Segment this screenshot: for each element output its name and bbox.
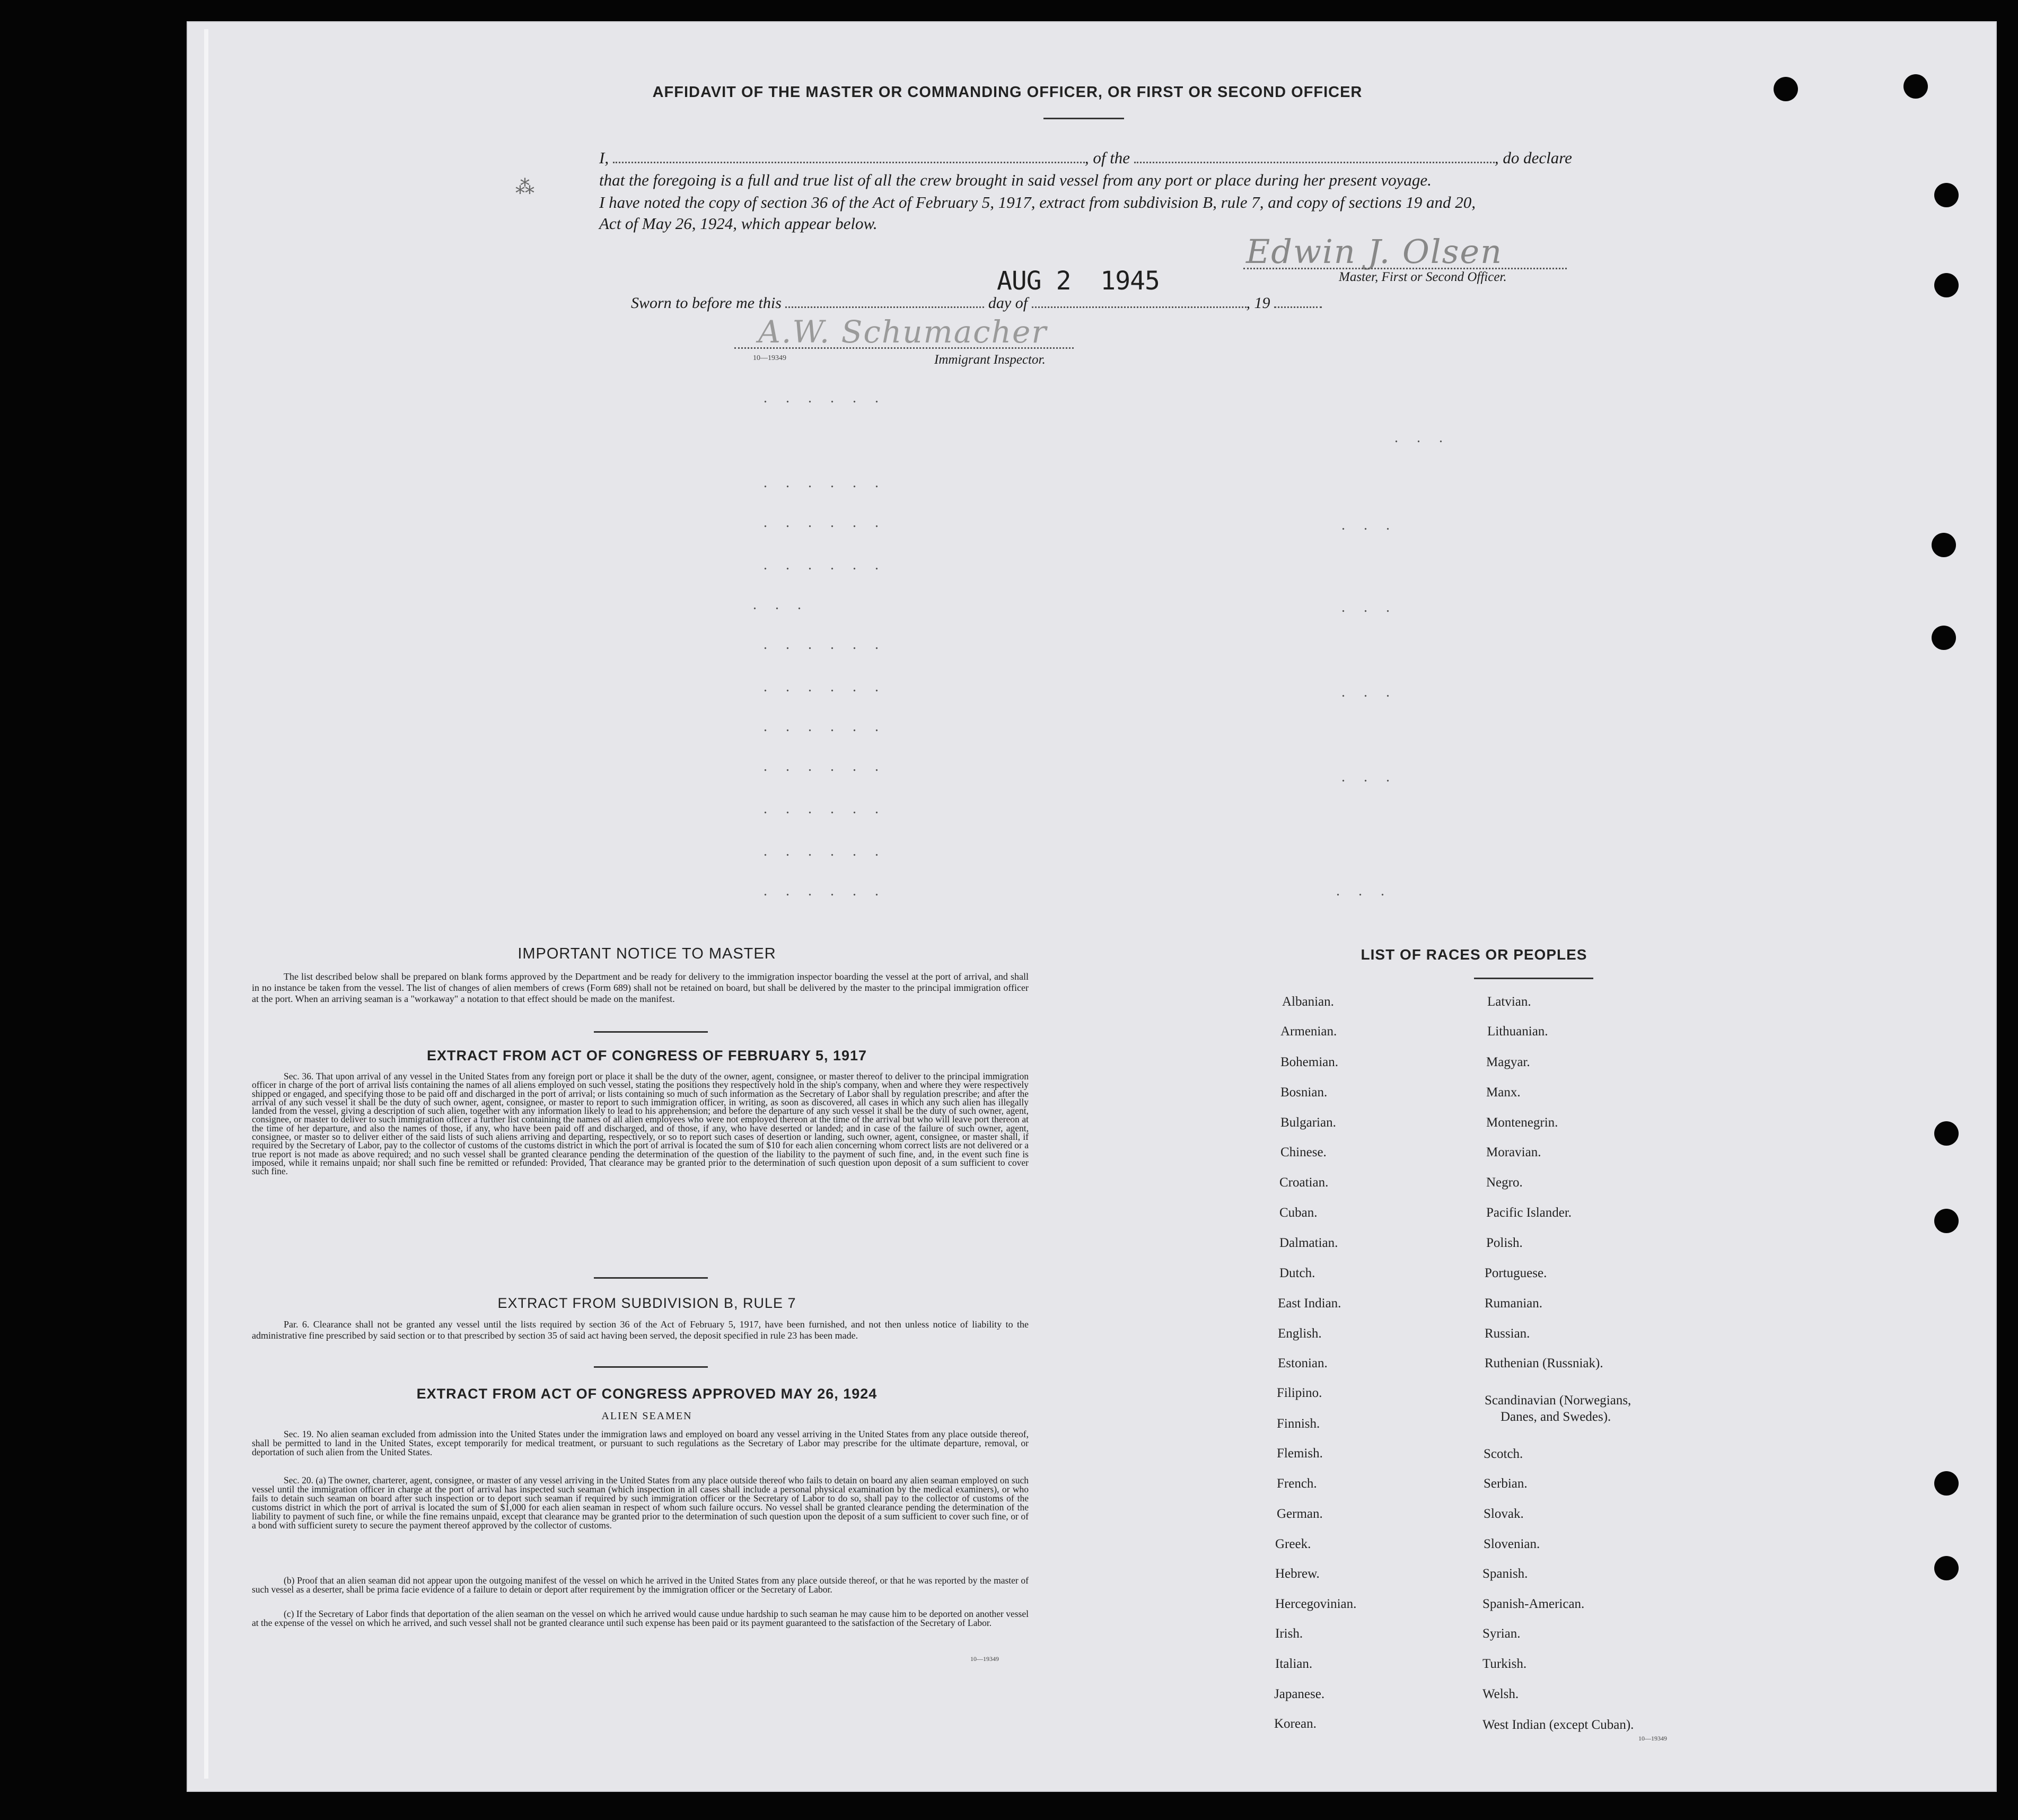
affidavit-title-rule [1043,118,1124,119]
race-item: Moravian. [1486,1145,1541,1159]
notice-body: The list described below shall be prepared on blank forms approved by the Department and be ready for delivery to the immigration inspector boarding the vessel at the port of arrival, and shall in no instance be taken from the vessel. The list of changes of alien members of crews (Form 689) shall not be retained on board, but shall be delivered by the master to the principal immigration officer at the port. When an arriving seaman is a "workaway" a notation to that effect should be made on the manifest. [252,971,1029,1004]
scan-dots: . . . . . . [764,843,886,859]
extract-1924-sec19: Sec. 19. No alien seaman excluded from admission into the United States under the immigration laws and employed on board any vessel arriving in the United States from any place outside thereof, shall be permitted to land in the United States, except temporarily for medical treatment, or pursuant to such regulations as the Secretary of Labor may prescribe for the ultimate departure, removal, or deportation of such alien from the United States. [252,1429,1029,1457]
binder-hole [1932,533,1956,557]
race-item: Negro. [1486,1175,1523,1190]
affidavit-of-the: , of the [1084,148,1130,167]
race-item: Croatian. [1279,1175,1329,1190]
extract-form-number: 10—19349 [970,1655,999,1663]
master-name-field[interactable] [613,162,1085,163]
races-title-rule [1474,978,1593,979]
race-item: Korean. [1274,1717,1317,1731]
scan-dots: . . . . . . [764,679,886,695]
race-item: Spanish-American. [1482,1597,1585,1611]
race-item: Filipino. [1277,1386,1322,1400]
sworn-text: Sworn to before me this [631,294,782,312]
section-divider [594,1277,708,1279]
binder-hole [1932,626,1956,650]
race-item: Dutch. [1279,1266,1315,1280]
affidavit-declaration-line [599,148,1591,168]
race-item: Estonian. [1278,1356,1328,1370]
scan-dots: . . . [1341,769,1397,785]
race-item: Hebrew. [1275,1567,1320,1581]
race-item: East Indian. [1278,1296,1341,1311]
race-item: Lithuanian. [1487,1024,1548,1039]
extract-1924-sec20c: (c) If the Secretary of Labor finds that deportation of the alien seaman on the vessel on which he arrived would cause undue hardship to such seaman he may cause him to be deported on another vessel at the expense of the vessel on which he arrived, and such vessel shall not be granted clearance until such expense has been paid or its payment guaranteed to the satisfaction of the Secretary of Labor. [252,1608,1029,1628]
affidavit-line-3: I have noted the copy of section 36 of the Act of February 5, 1917, extract from subdivision B, rule 7, and copy of sections 19 and 20, [599,193,1476,212]
sworn-line [631,294,1322,312]
scan-dots: . . . . . . [764,390,886,406]
race-item: Russian. [1485,1326,1530,1341]
binder-hole [1934,273,1959,297]
race-item: Montenegrin. [1486,1115,1558,1130]
race-item: English. [1278,1326,1322,1341]
race-item: Japanese. [1274,1687,1325,1701]
extract-1917-body: Sec. 36. That upon arrival of any vessel in the United States from any foreign port or place it shall be the duty of the owner, agent, consignee, or master thereof to deliver to the principal immigration officer in charge of the port of arrival lists containing the names of all aliens employed on such vessel, stating the positions they respectively hold in the ship's company, when and where they were respectively shipped or engaged, and specifying those to be paid off and discharged in the port of arrival; or lists containing so much of such information as the Secretary of Labor shall by regulation prescribe; and after the arrival of any such vessel it shall be the duty of such owner, agent, consignee, or master to report to such immigration officer, in writing, as soon as discovered, all cases in which any such alien has illegally landed from the vessel, giving a description of such alien, together with any information likely to lead to his apprehension; and before the departure of any such vessel it shall be the duty of such owner, agent, consignee, or master to deliver to such immigration officer a further list containing the names of all alien employees who were not employed thereon at the time of the arrival but who will leave port thereon at the time of her departure, and also the names of those, if any, who have been paid off and discharged, and of those, if any, who have deserted or landed; and in case of the failure of such owner, agent, consignee, or master so to deliver either of the said lists of such aliens arriving and departing, respectively, or so to report such cases of desertion or landing, such owner, agent, consignee, or master shall, if required by the Secretary of Labor, pay to the collector of customs of the customs district in which the port of arrival is located the sum of $10 for each alien concerning whom correct lists are not delivered or a true report is not made as above required; and no such vessel shall be granted clearance pending the determination of the question of the liability to the payment of such fine, and, in the event such fine is imposed, while it remains unpaid; nor shall such fine be remitted or refunded: Provided, That clearance may be granted prior to the determination of such question upon deposit of a sum sufficient to cover such fine. [252,1071,1029,1177]
races-title: LIST OF RACES OR PEOPLES [1361,946,1587,963]
race-item: Chinese. [1280,1145,1327,1159]
date-stamp: AUG 2 1945 [997,266,1160,296]
race-item: Portuguese. [1485,1266,1547,1280]
notice-title: IMPORTANT NOTICE TO MASTER [517,945,776,962]
page-edge-highlight [204,29,208,1779]
inspector-signature-line [734,347,1074,349]
scan-dots: . . . [1341,684,1397,700]
race-item: Latvian. [1487,995,1531,1009]
extract-rule7-title: EXTRACT FROM SUBDIVISION B, RULE 7 [497,1295,796,1311]
race-item: Rumanian. [1485,1296,1543,1311]
race-item: Danes, and Swedes). [1501,1410,1611,1424]
master-signature-caption: Master, First or Second Officer. [1339,270,1507,284]
binder-hole [1934,1471,1959,1496]
race-item: Italian. [1275,1657,1313,1671]
sworn-month-field[interactable] [1032,306,1247,308]
race-item: Serbian. [1484,1476,1528,1491]
year-prefix: , 19 [1246,294,1270,312]
race-item: Albanian. [1282,995,1334,1009]
race-item: Spanish. [1482,1567,1528,1581]
race-item: Turkish. [1482,1657,1527,1671]
scan-dots: . . . . . . [764,557,886,573]
scan-dots: . . . . . . [764,514,886,531]
affidavit-form-number: 10—19349 [753,354,786,362]
races-form-number: 10—19349 [1638,1735,1667,1742]
affidavit-i: I, [599,148,609,167]
race-item: Bohemian. [1280,1055,1339,1069]
section-divider [594,1366,708,1368]
extract-1924-sec20b: (b) Proof that an alien seaman did not appear upon the outgoing manifest of the vessel on which he arrived in the United States from any place outside thereof, or that he was reported by the master of such vessel as a deserter, shall be prima facie evidence of a failure to detain or deport after requirement by the immigration officer or the Secretary of Labor. [252,1575,1029,1595]
inspector-signature: A.W. Schumacher [758,314,1048,350]
race-item: Finnish. [1277,1417,1320,1431]
scan-dots: . . . [1341,517,1397,533]
scan-dots: . . . . . . [764,718,886,735]
scan-dots: . . . . . . [764,758,886,775]
race-item: West Indian (except Cuban). [1482,1718,1634,1732]
race-item: Greek. [1275,1537,1311,1551]
affidavit-line-4: Act of May 26, 1924, which appear below. [599,214,878,233]
race-item: Welsh. [1482,1687,1519,1701]
day-of-text: day of [988,294,1028,312]
binder-hole [1774,77,1798,101]
extract-rule7-body: Par. 6. Clearance shall not be granted any vessel until the lists required by section 36 of the Act of February 5, 1917, have been furnished, and not then unless notice of liability to the administrative fine prescribed by said section or to that prescribed by section 35 of said act having been served, the deposit specified in rule 23 has been made. [252,1319,1029,1341]
affidavit-title: AFFIDAVIT OF THE MASTER OR COMMANDING OFFICER, OR FIRST OR SECOND OFFICER [652,84,1363,101]
scan-dots: . . . . . . [764,801,886,817]
affidavit-do-declare: , do declare [1494,148,1572,167]
race-item: Scotch. [1484,1447,1523,1461]
extract-1917-title: EXTRACT FROM ACT OF CONGRESS OF FEBRUARY 5, 1917 [426,1048,867,1063]
scan-dots: . . . . . . [764,474,886,491]
race-item: Cuban. [1279,1206,1318,1220]
extract-1924-subtitle: ALIEN SEAMEN [601,1410,692,1422]
race-item: Polish. [1486,1236,1523,1250]
extract-1924-title: EXTRACT FROM ACT OF CONGRESS APPROVED MAY 26, 1924 [416,1386,878,1402]
race-item: Bosnian. [1280,1085,1328,1100]
race-item: Dalmatian. [1279,1236,1338,1250]
scan-dots: . . . [753,596,809,613]
binder-hole [1903,74,1928,99]
sworn-day-field[interactable] [785,306,984,308]
master-signature-line [1243,268,1567,269]
scan-dots: . . . [1336,883,1392,899]
scan-dots: . . . [1394,429,1450,446]
race-item: Slovenian. [1484,1537,1540,1551]
race-item: Syrian. [1482,1626,1521,1641]
race-item: Irish. [1275,1626,1303,1641]
vessel-name-field[interactable] [1134,162,1495,163]
binder-hole [1934,1121,1959,1146]
race-item: Hercegovinian. [1275,1597,1357,1611]
scan-dots: . . . [1341,599,1397,616]
race-item: Magyar. [1486,1055,1530,1069]
race-item: Flemish. [1277,1446,1323,1461]
race-item: Ruthenian (Russniak). [1485,1356,1603,1370]
stray-mark: ⁂ [515,177,534,198]
race-item: Pacific Islander. [1486,1206,1572,1220]
race-item: Armenian. [1280,1024,1337,1039]
extract-1924-sec20a: Sec. 20. (a) The owner, charterer, agent, consignee, or master of any vessel arriving in the United States from any place outside thereof who fails to detain on board any alien seaman employed on such vessel until the immigration officer in charge at the port of arrival has inspected such seaman (which inspection in all cases shall include a personal physical examination by the medical examiners), or who fails to detain such seaman on board after such inspection or to deport such seaman if required by such immigration officer or the Secretary of Labor to do so, shall pay to the collector of customs of the customs district in which the port of arrival is located the sum of $1,000 for each alien seaman in respect of whom such failure occurs. No vessel shall be granted clearance pending the determination of the liability to payment of such fine, or while the fine remains unpaid, except that clearance may be granted prior to the determination of such question upon the deposit of a sum sufficient to cover such fine, or of a bond with sufficient surety to secure the payment thereof approved by the collector of customs. [252,1475,1029,1531]
scan-dots: . . . . . . [764,636,886,653]
scan-dots: . . . . . . [764,883,886,899]
binder-hole [1934,183,1959,207]
sworn-year-field[interactable] [1274,306,1322,308]
race-item: Manx. [1486,1085,1521,1100]
race-item: French. [1277,1476,1317,1491]
binder-hole [1934,1556,1959,1580]
inspector-caption: Immigrant Inspector. [934,353,1046,367]
affidavit-line-2: that the foregoing is a full and true list of all the crew brought in said vessel from any port or place during her present voyage. [599,171,1432,189]
race-item: German. [1277,1507,1323,1521]
race-item: Slovak. [1484,1507,1524,1521]
race-item: Scandinavian (Norwegians, [1485,1393,1631,1408]
master-signature: Edwin J. Olsen [1246,232,1503,271]
race-item: Bulgarian. [1280,1115,1336,1130]
binder-hole [1934,1209,1959,1233]
section-divider [594,1031,708,1033]
